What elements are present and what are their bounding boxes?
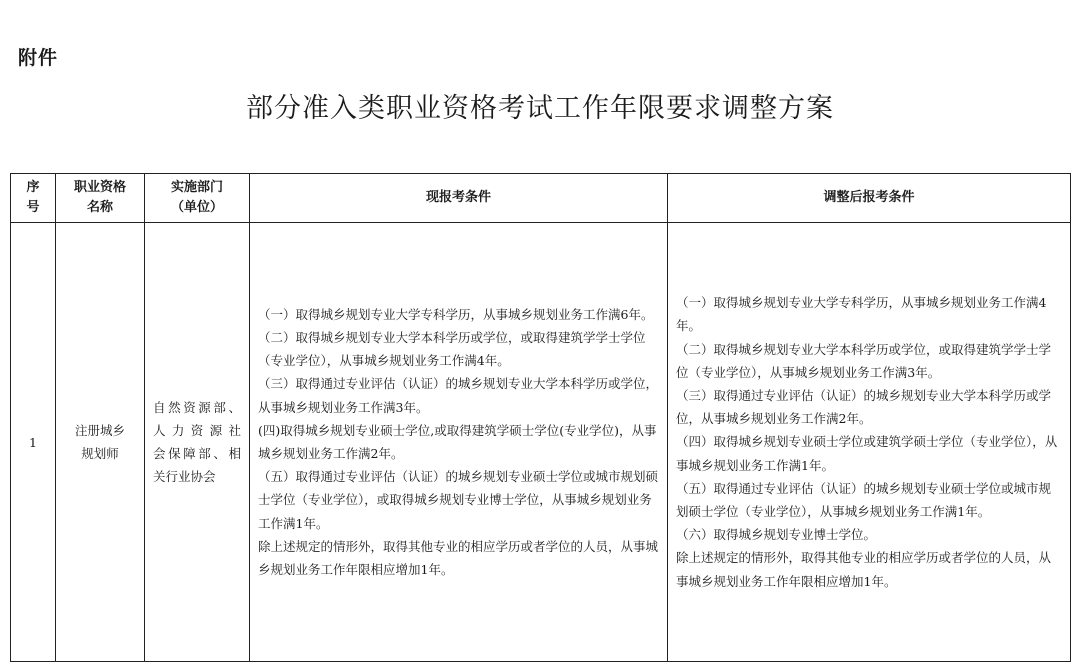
current-condition-1: （一）取得城乡规划专业大学专科学历，从事城乡规划业务工作满6年。	[258, 306, 654, 322]
row-name-line2: 规划师	[81, 446, 119, 461]
header-name-line1: 职业资格	[73, 180, 126, 195]
current-condition-4: (四)取得城乡规划专业硕士学位,或取得建筑学硕士学位(专业学位)，从事城乡规划业务工作满2年。	[258, 422, 657, 461]
header-qualification-name	[56, 174, 145, 223]
header-department	[145, 174, 250, 223]
adjusted-condition-5: （五）取得通过专业评估（认证）的城乡规划专业硕士学位或城市规划硕士学位（专业学位），从事城乡规划业务工作满1年。	[676, 480, 1052, 519]
current-condition-5: （五）取得通过专业评估（认证）的城乡规划专业硕士学位或城市规划硕士学位（专业学位），或取得城乡规划专业博士学位，从事城乡规划业务工作满1年。	[258, 469, 659, 531]
requirements-table	[10, 173, 1071, 662]
adjusted-condition-3: （三）取得通过专业评估（认证）的城乡规划专业大学本科学历或学位，从事城乡规划业务工作满2年。	[676, 387, 1052, 427]
row-seq: 1	[11, 223, 56, 662]
adjusted-condition-6: （六）取得城乡规划专业博士学位。	[676, 527, 877, 543]
current-condition-3: （三）取得通过专业评估（认证）的城乡规划专业大学本科学历或学位，从事城乡规划业务工作满3年。	[258, 376, 659, 415]
adjusted-condition-1: （一）取得城乡规划专业大学专科学历，从事城乡规划业务工作满4年。	[676, 295, 1047, 334]
row-dept-line2: 人力资源社	[153, 423, 241, 438]
header-seq-line1: 序	[26, 180, 40, 195]
current-condition-note: 除上述规定的情形外，取得其他专业的相应学历或者学位的人员，从事城乡规划业务工作年限相应增加1年。	[258, 538, 659, 578]
adjusted-condition-4: （四）取得城乡规划专业硕士学位或建筑学硕士学位（专业学位），从事城乡规划业务工作满1年。	[676, 434, 1058, 473]
row-dept-line3: 会保障部、相	[153, 446, 241, 461]
row-dept-line4: 关行业协会	[153, 469, 216, 484]
header-seq-line2: 号	[26, 200, 40, 215]
header-adjusted-conditions: 调整后报考条件	[668, 174, 1071, 223]
row-name-line1: 注册城乡	[74, 423, 125, 438]
header-dept-line2: （单位）	[170, 200, 223, 215]
row-dept-line1: 自然资源部、	[153, 400, 241, 415]
header-dept-line1: 实施部门	[170, 180, 223, 195]
header-name-line2: 名称	[86, 200, 113, 215]
table-header-row	[11, 174, 1071, 223]
header-current-conditions: 现报考条件	[250, 174, 668, 223]
annex-label: 附件	[18, 47, 59, 69]
table-row	[11, 223, 1071, 662]
document-title: 部分准入类职业资格考试工作年限要求调整方案	[246, 93, 834, 124]
row-adjusted-conditions	[668, 223, 1071, 662]
adjusted-condition-note: 除上述规定的情形外，取得其他专业的相应学历或者学位的人员，从事城乡规划业务工作年限相应增加1年。	[676, 550, 1052, 589]
row-qualification-name	[56, 223, 145, 662]
current-condition-2: （二）取得城乡规划专业大学本科学历或学位，或取得建筑学学士学位（专业学位），从事城乡规划业务工作满4年。	[258, 329, 646, 369]
header-seq	[11, 174, 56, 223]
row-current-conditions	[250, 223, 668, 662]
row-department	[145, 223, 250, 662]
adjusted-condition-2: （二）取得城乡规划专业大学本科学历或学位，或取得建筑学学士学位（专业学位），从事城乡规划业务工作满3年。	[676, 341, 1052, 380]
